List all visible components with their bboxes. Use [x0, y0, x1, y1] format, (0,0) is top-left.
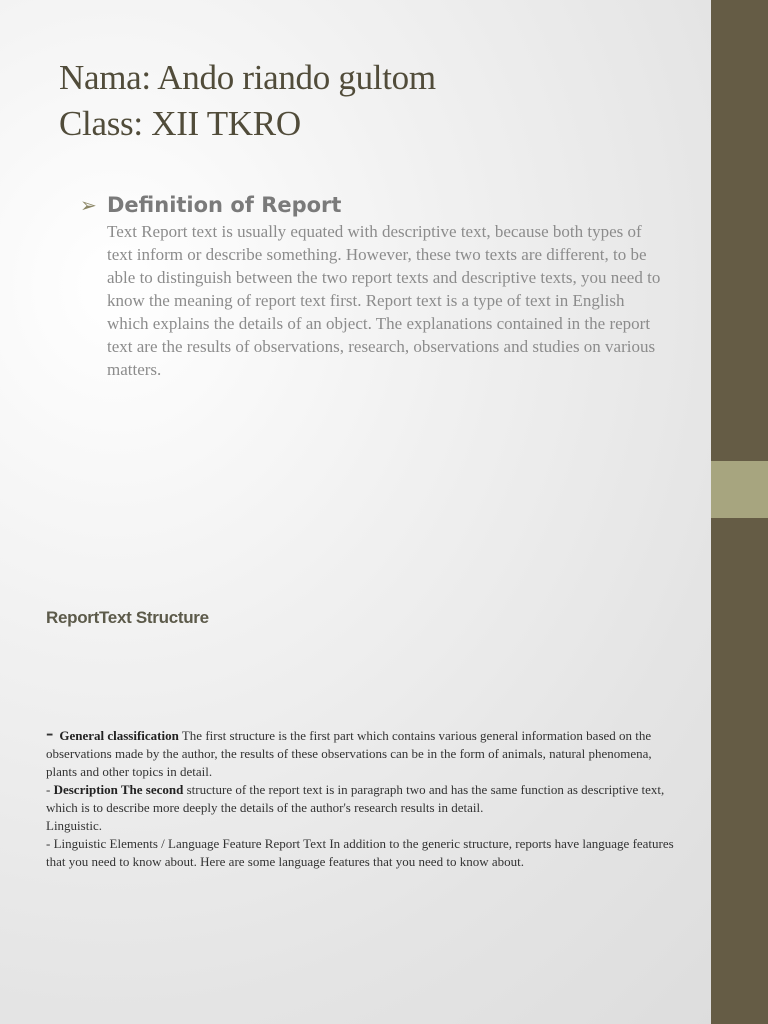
structure-item-language-features — [46, 835, 674, 871]
item-text: The first structure is the first part which contains various general information based on the observations made by the author, the results of these observations can be in the form of animals, natural phenomena, plants and other topics in detail. — [46, 728, 652, 779]
title-class-line: Class: XII TKRO — [59, 104, 301, 143]
side-decor-accent — [711, 461, 768, 518]
item-text: Linguistic. — [46, 818, 102, 833]
structure-body — [46, 720, 674, 871]
arrow-bullet-icon: ➢ — [80, 193, 97, 217]
slide-title — [59, 55, 699, 147]
item-dash: - — [46, 720, 54, 745]
structure-heading: ReportText Structure — [46, 608, 209, 627]
item-dash: - — [46, 836, 54, 851]
item-dash: - — [46, 782, 54, 797]
definition-body: Text Report text is usually equated with descriptive text, because both types of text inform or describe something. However, these two texts are different, to be able to distinguish between the two report texts and descriptive texts, you need to know the meaning of report text first. Report text is a type of text in English which explains the details of an object. The explanations contained in the report text are the results of observations, research, observations and studies on various matters. — [107, 222, 661, 379]
item-bold-label: General classification — [59, 728, 179, 743]
item-text: Linguistic Elements / Language Feature Report Text In addition to the generic structure, reports have language features that you need to know about. Here are some language features that you need to know about. — [46, 836, 674, 869]
structure-item-linguistic — [46, 817, 674, 835]
structure-item-description — [46, 781, 674, 817]
title-name-line: Nama: Ando riando gultom — [59, 58, 436, 97]
structure-item-general — [46, 720, 674, 781]
item-text: structure of the report text is in paragraph two and has the same function as descriptive text, which is to describe more deeply the details of the author's research results in detail. — [46, 782, 665, 815]
definition-heading: Definition of Report — [107, 193, 342, 217]
definition-section — [80, 190, 660, 381]
item-bold-label: Description The second — [53, 782, 184, 797]
